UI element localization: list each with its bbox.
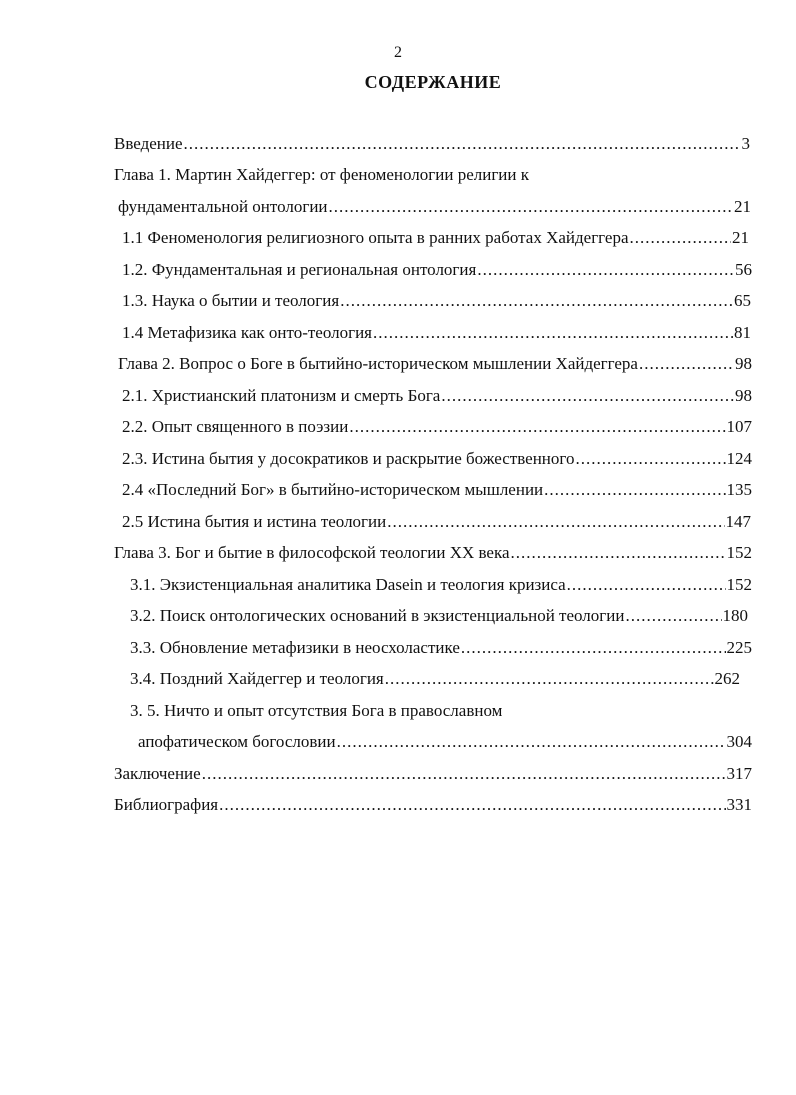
toc-entry-title: 3.2. Поиск онтологических оснований в экзистенциальной теологии bbox=[130, 606, 625, 625]
toc-leader-dots bbox=[511, 541, 726, 565]
toc-entry-introduction[interactable] bbox=[114, 132, 750, 156]
toc-entry-page: 65 bbox=[734, 291, 751, 310]
toc-entry-page: 331 bbox=[726, 795, 752, 814]
toc-entry-page: 147 bbox=[725, 512, 751, 531]
toc-leader-dots bbox=[461, 636, 726, 660]
toc-entry-page: 317 bbox=[726, 764, 752, 783]
toc-entry-section-1-4[interactable] bbox=[122, 321, 751, 345]
toc-entry-section-1-3[interactable] bbox=[122, 289, 751, 313]
toc-leader-dots bbox=[337, 730, 726, 754]
toc-leader-dots bbox=[373, 321, 733, 345]
toc-entry-title: Глава 3. Бог и бытие в философской теологии XX века bbox=[114, 543, 510, 562]
toc-entry-title: Введение bbox=[114, 134, 183, 153]
toc-leader-dots bbox=[639, 352, 734, 376]
toc-leader-dots bbox=[329, 195, 733, 219]
toc-entry-section-3-1[interactable] bbox=[130, 573, 752, 597]
toc-leader-dots bbox=[219, 793, 725, 817]
toc-entry-title: 1.2. Фундаментальная и региональная онтология bbox=[122, 260, 477, 279]
toc-entry-chapter-1-line-1[interactable] bbox=[114, 163, 529, 187]
toc-leader-dots bbox=[630, 226, 731, 250]
toc-leader-dots bbox=[567, 573, 726, 597]
toc-entry-page: 56 bbox=[735, 260, 752, 279]
toc-entry-bibliography[interactable] bbox=[114, 793, 752, 817]
toc-entry-page: 135 bbox=[726, 480, 752, 499]
toc-entry-page: 262 bbox=[714, 669, 740, 688]
toc-entry-section-3-5-line-1[interactable] bbox=[130, 699, 502, 723]
toc-entry-section-2-1[interactable] bbox=[122, 384, 752, 408]
toc-entry-section-2-2[interactable] bbox=[122, 415, 752, 439]
toc-entry-section-2-4[interactable] bbox=[122, 478, 752, 502]
toc-entry-page: 152 bbox=[726, 575, 752, 594]
toc-leader-dots bbox=[625, 604, 721, 628]
toc-leader-dots bbox=[441, 384, 734, 408]
toc-leader-dots bbox=[387, 510, 724, 534]
toc-leader-dots bbox=[202, 762, 726, 786]
toc-entry-title: 3.4. Поздний Хайдеггер и теология bbox=[130, 669, 384, 688]
toc-entry-section-3-2[interactable] bbox=[130, 604, 748, 628]
toc-entry-page: 3 bbox=[741, 134, 750, 153]
toc-entry-chapter-2[interactable] bbox=[118, 352, 752, 376]
toc-entry-title: 3. 5. Ничто и опыт отсутствия Бога в православном bbox=[130, 701, 503, 720]
toc-entry-page: 225 bbox=[726, 638, 752, 657]
toc-entry-page: 152 bbox=[726, 543, 752, 562]
toc-entry-title: 2.1. Христианский платонизм и смерть Бога bbox=[122, 386, 441, 405]
toc-leader-dots bbox=[477, 258, 734, 282]
toc-entry-title: 1.4 Метафизика как онто-теология bbox=[122, 323, 372, 342]
toc-entry-page: 98 bbox=[735, 354, 752, 373]
page-title: СОДЕРЖАНИЕ bbox=[364, 72, 502, 92]
toc-entry-chapter-1-line-2[interactable] bbox=[118, 195, 751, 219]
toc-leader-dots bbox=[575, 447, 725, 471]
toc-entry-title: Библиография bbox=[114, 795, 219, 814]
toc-entry-page: 304 bbox=[726, 732, 752, 751]
toc-leader-dots bbox=[349, 415, 725, 439]
toc-entry-page: 21 bbox=[734, 197, 751, 216]
toc-leader-dots bbox=[340, 289, 733, 313]
toc-entry-title: 2.5 Истина бытия и истина теологии bbox=[122, 512, 387, 531]
toc-entry-title: 1.3. Наука о бытии и теология bbox=[122, 291, 340, 310]
toc-entry-title: Глава 2. Вопрос о Боге в бытийно-историческом мышлении Хайдеггера bbox=[118, 354, 638, 373]
toc-entry-title: 3.3. Обновление метафизики в неосхоластике bbox=[130, 638, 460, 657]
toc-leader-dots bbox=[184, 132, 741, 156]
toc-entry-page: 21 bbox=[732, 228, 749, 247]
toc-entry-section-2-3[interactable] bbox=[122, 447, 752, 471]
toc-entry-title: фундаментальной онтологии bbox=[118, 197, 328, 216]
toc-entry-title: 1.1 Феноменология религиозного опыта в ранних работах Хайдеггера bbox=[122, 228, 629, 247]
toc-entry-title: 3.1. Экзистенциальная аналитика Dasein и теология кризиса bbox=[130, 575, 566, 594]
toc-entry-title: Глава 1. Мартин Хайдеггер: от феноменологии религии к bbox=[114, 165, 530, 184]
toc-entry-title: 2.2. Опыт священного в поэзии bbox=[122, 417, 349, 436]
toc-entry-section-2-5[interactable] bbox=[122, 510, 751, 534]
toc-entry-title: апофатическом богословии bbox=[138, 732, 336, 751]
toc-entry-chapter-3[interactable] bbox=[114, 541, 752, 565]
toc-entry-page: 124 bbox=[726, 449, 752, 468]
toc-entry-section-3-5-line-2[interactable] bbox=[138, 730, 752, 754]
page-number: 2 bbox=[394, 44, 402, 61]
toc-entry-page: 180 bbox=[722, 606, 748, 625]
toc-entry-page: 107 bbox=[726, 417, 752, 436]
toc-entry-section-1-2[interactable] bbox=[122, 258, 752, 282]
toc-entry-title: 2.3. Истина бытия у досократиков и раскрытие божественного bbox=[122, 449, 575, 468]
toc-entry-section-3-4[interactable] bbox=[130, 667, 740, 691]
toc-leader-dots bbox=[385, 667, 714, 691]
toc-entry-conclusion[interactable] bbox=[114, 762, 752, 786]
toc-entry-section-1-1[interactable] bbox=[122, 226, 749, 250]
toc-entry-title: 2.4 «Последний Бог» в бытийно-историческом мышлении bbox=[122, 480, 544, 499]
toc-entry-page: 98 bbox=[735, 386, 752, 405]
toc-entry-title: Заключение bbox=[114, 764, 201, 783]
toc-entry-page: 81 bbox=[734, 323, 751, 342]
toc-leader-dots bbox=[544, 478, 725, 502]
toc-entry-section-3-3[interactable] bbox=[130, 636, 752, 660]
